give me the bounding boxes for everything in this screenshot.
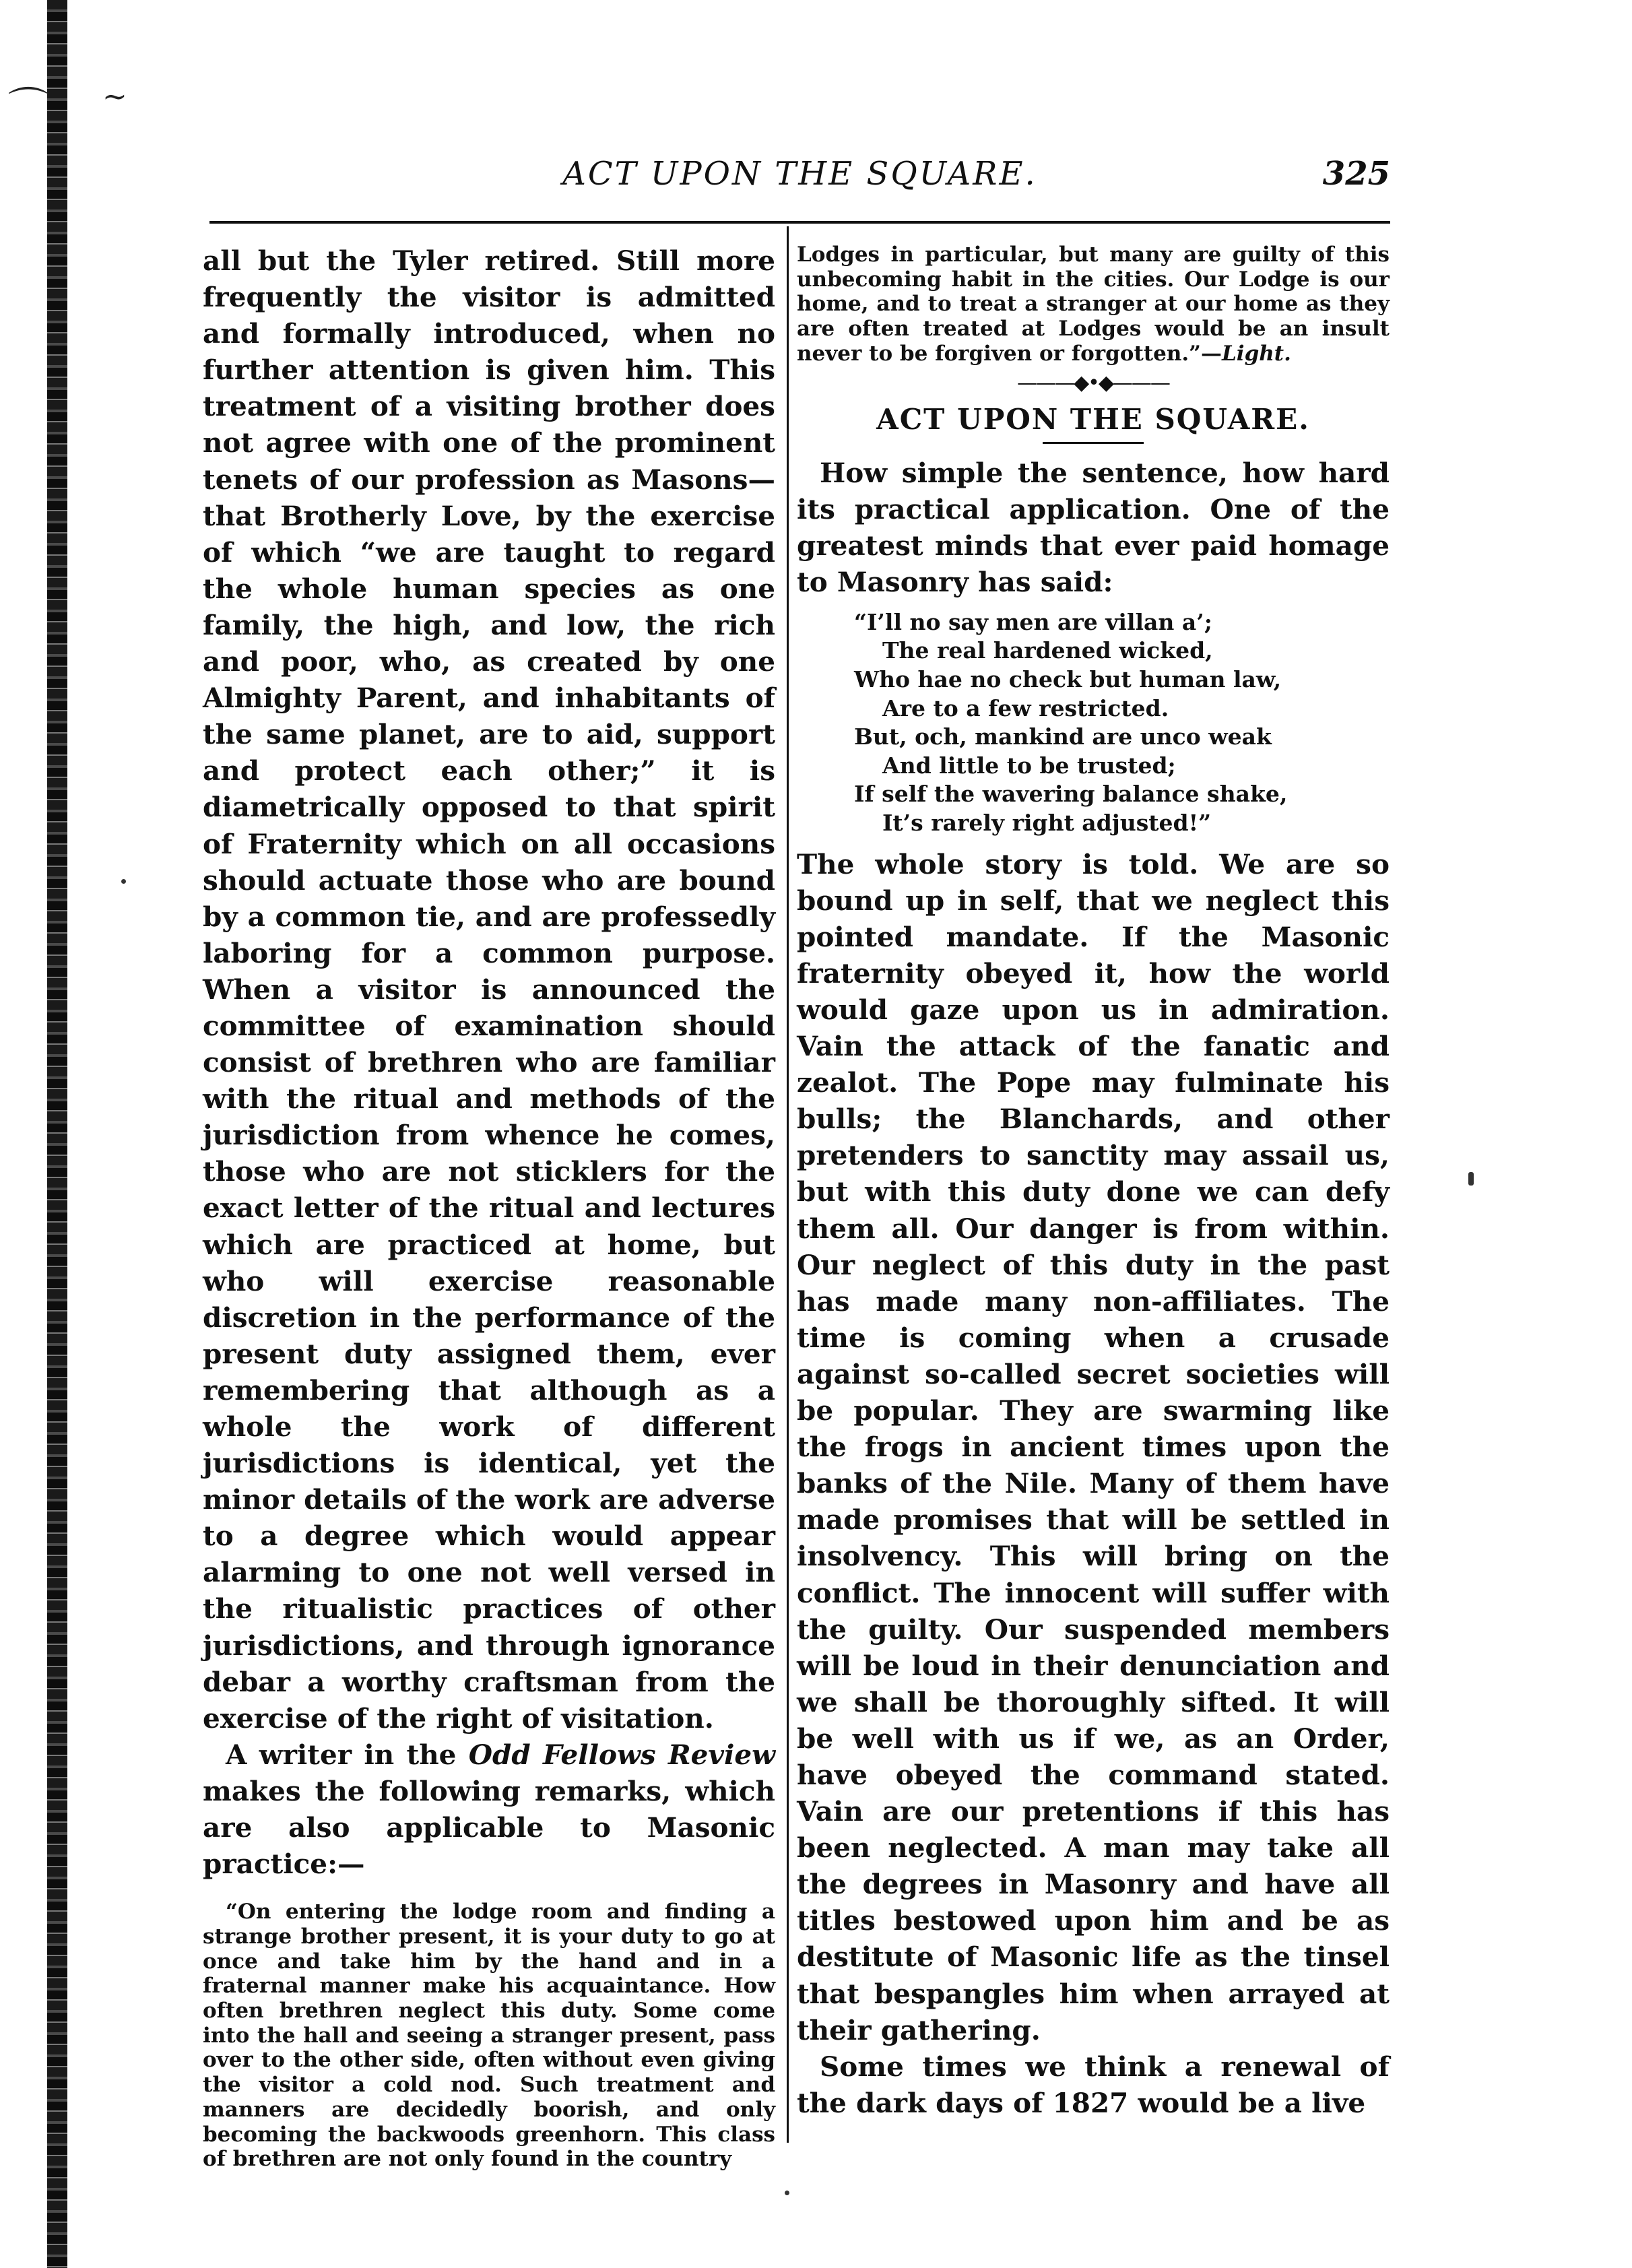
- body-paragraph: all but the Tyler retired. Still more frequently the visitor is admitted and formally introduced, when no further attention is given him. This treatment of a visiting brother does not agree with one of the prominent tenets of our profession as Masons—that Brotherly Love, by the exercise of which “we are taught to regard the whole human species as one family, the high, and low, the rich and poor, who, as created by one Almighty Parent, and inhabitants of the same planet, are to aid, support and protect each other;” it is diametrically opposed to that spirit of Fraternity which on all occasions should actuate those who are bound by a common tie, and are professedly laboring for a common purpose. When a visitor is announced the committee of examination should consist of brethren who are familiar with the ritual and methods of the jurisdiction from whence he comes, those who are not sticklers for the exact letter of the ritual and lectures which are practiced at home, but who will exercise reasonable discretion in the performance of the present duty assigned them, ever remembering that although as a whole the work of different jurisdictions is identical, yet the minor details of the work are adverse to a degree which would appear alarming to one not well versed in the ritualistic practices of other jurisdictions, and through ignorance debar a worthy craftsman from the exercise of the right of visitation.: [203, 245, 775, 1735]
- scan-speck: [1468, 1172, 1474, 1186]
- scan-speck: [785, 2191, 789, 2195]
- poem-line: “I’ll no say men are villan a’;: [854, 608, 1212, 635]
- page-number: 325: [1322, 155, 1390, 193]
- article-title: ACT UPON THE SQUARE.: [876, 402, 1310, 436]
- quoted-passage: “On entering the lodge room and finding a strange brother present, it is your duty to go at once and take him by the hand and in a fraternal manner make his acquaintance. How often brethren neglect this duty. Some come into the hall and seeing a stranger present, pass over to the other side, often without even giving the visitor a cold nod. Such treatment and manners are decidedly boorish, and only becoming the backwoods greenhorn. This class of brethren are not only found in the country: [203, 1900, 775, 2172]
- poem-line: It’s rarely right adjusted!”: [882, 810, 1212, 837]
- poem-line: If self the wavering balance shake,: [854, 781, 1288, 808]
- periodical-title: Odd Fellows Review: [468, 1738, 775, 1771]
- title-rule: [1043, 442, 1144, 444]
- scan-artifact-mark: ~: [102, 79, 127, 114]
- right-column: [797, 242, 1390, 2121]
- quote-source: Light.: [1222, 341, 1291, 366]
- poem-line: Are to a few restricted.: [882, 694, 1169, 721]
- column-rule: [787, 226, 789, 2143]
- quoted-passage-continued: Lodges in particular, but many are guilty of this unbecoming habit in the cities. Our Lodge is our home, and to treat a stranger at our home as they are often treated at Lodges would be an insult never to be forgiven or forgotten.”—Light.: [797, 242, 1390, 366]
- poem-line: But, och, mankind are unco weak: [854, 723, 1272, 750]
- body-paragraph: The whole story is told. We are so bound up in self, that we neglect this pointed mandate. If the Masonic fraternity obeyed it, how the world would gaze upon us in admiration. Vain the attack of the fanatic and zealot. The Pope may fulminate his bulls; the Blanchards, and other pretenders to sanctity may assail us, but with this duty done we can defy them all. Our danger is from within. Our neglect of this duty in the past has made many non-affiliates. The time is coming when a crusade against so-called secret societies will be popular. They are swarming like the frogs in ancient times upon the banks of the Nile. Many of them have made promises that will be settled in insolvency. This will bring on the conflict. The innocent will suffer with the guilty. Our suspended members will be loud in their denunciation and we shall be thoroughly sifted. It will be well with us if we, as an Order, have obeyed the command stated. Vain are our pretentions if this has been neglected. A man may take all the degrees in Masonry and have all titles bestowed upon him and be as destitute of Masonic life as the tinsel that bespangles him when arrayed at their gathering.: [797, 847, 1390, 2046]
- poem-line: And little to be trusted;: [882, 752, 1176, 779]
- body-paragraph: A writer in the Odd Fellows Review makes the following remarks, which are also applicable to Masonic practice:—: [203, 1738, 775, 1881]
- scan-speck: [121, 879, 126, 884]
- body-paragraph: How simple the sentence, how hard its practical application. One of the greatest minds that ever paid homage to Masonry has said:: [797, 456, 1390, 598]
- poem-quote: [854, 608, 1390, 838]
- body-paragraph: Some times we think a renewal of the dark days of 1827 would be a live: [797, 2050, 1390, 2119]
- running-title: ACT UPON THE SQUARE.: [562, 155, 1037, 193]
- poem-line: Who hae no check but human law,: [854, 666, 1282, 693]
- header-rule: [209, 221, 1390, 224]
- scan-artifact-mark: ⌒: [8, 84, 48, 131]
- poem-line: The real hardened wicked,: [882, 637, 1213, 664]
- section-separator: ———◆•◆———: [1017, 370, 1169, 395]
- scan-binding-edge: [47, 0, 67, 2268]
- running-head: [209, 155, 1390, 209]
- left-column: [203, 242, 775, 2172]
